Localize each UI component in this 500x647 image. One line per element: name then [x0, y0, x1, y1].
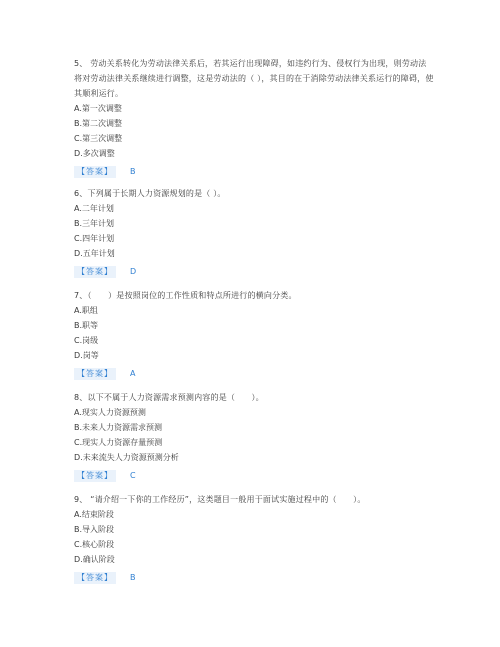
answer-value: D: [130, 267, 137, 276]
option-d: D.确认阶段: [74, 555, 115, 564]
option-d: D.岗等: [74, 351, 99, 360]
answer-label: 【答案】: [74, 572, 116, 584]
option-d: D.多次调整: [74, 149, 115, 158]
option-b: B.职等: [74, 321, 99, 330]
answer-label: 【答案】: [74, 266, 116, 278]
option-a: A.第一次调整: [74, 104, 122, 113]
option-b: B.导入阶段: [74, 525, 115, 534]
question-stem: 5、 劳动关系转化为劳动法律关系后，若其运行出现障碍，如违约行为、侵权行为出现，则劳动法将对劳动法律关系继续进行调整，这是劳动法的（ ），其目的在于消除劳动法律关系运行的障碍，使其顺利运行。: [74, 59, 434, 98]
answer-8: [74, 470, 136, 482]
question-stem: 8、以下不属于人力资源需求预测内容的是（ ）。: [74, 393, 264, 402]
question-stem: 6、下列属于长期人力资源规划的是（ ）。: [74, 189, 226, 198]
option-c: C.四年计划: [74, 234, 115, 243]
question-stem: 9、 “请介绍一下你的工作经历”，这类题目一般用于面试实施过程中的（ ）。: [74, 495, 366, 504]
option-a: A.职组: [74, 306, 98, 315]
option-c: C.现实人力资源存量预测: [74, 438, 163, 447]
answer-label: 【答案】: [74, 368, 116, 380]
option-b: B.三年计划: [74, 219, 115, 228]
option-d: D.五年计划: [74, 249, 115, 258]
question-9: [74, 492, 434, 567]
question-8: [74, 390, 434, 465]
option-d: D.未来流失人力资源预测分析: [74, 453, 179, 462]
question-stem: 7、（ ）是按照岗位的工作性质和特点所进行的横向分类。: [74, 291, 297, 300]
answer-label: 【答案】: [74, 470, 116, 482]
question-6: [74, 186, 434, 261]
answer-value: A: [130, 369, 136, 378]
answer-value: B: [130, 573, 136, 582]
question-7: [74, 288, 434, 363]
option-a: A.二年计划: [74, 204, 114, 213]
option-c: C.第三次调整: [74, 134, 123, 143]
option-a: A.现实人力资源预测: [74, 408, 146, 417]
option-a: A.结束阶段: [74, 510, 114, 519]
answer-label: 【答案】: [74, 166, 116, 178]
answer-5: [74, 166, 136, 178]
option-c: C.核心阶段: [74, 540, 115, 549]
question-5: [74, 56, 434, 161]
answer-value: B: [130, 167, 136, 176]
option-c: C.岗级: [74, 336, 99, 345]
option-b: B.未来人力资源需求预测: [74, 423, 163, 432]
option-b: B.第二次调整: [74, 119, 123, 128]
answer-9: [74, 572, 136, 584]
answer-6: [74, 266, 136, 278]
answer-value: C: [130, 471, 136, 480]
answer-7: [74, 368, 135, 380]
